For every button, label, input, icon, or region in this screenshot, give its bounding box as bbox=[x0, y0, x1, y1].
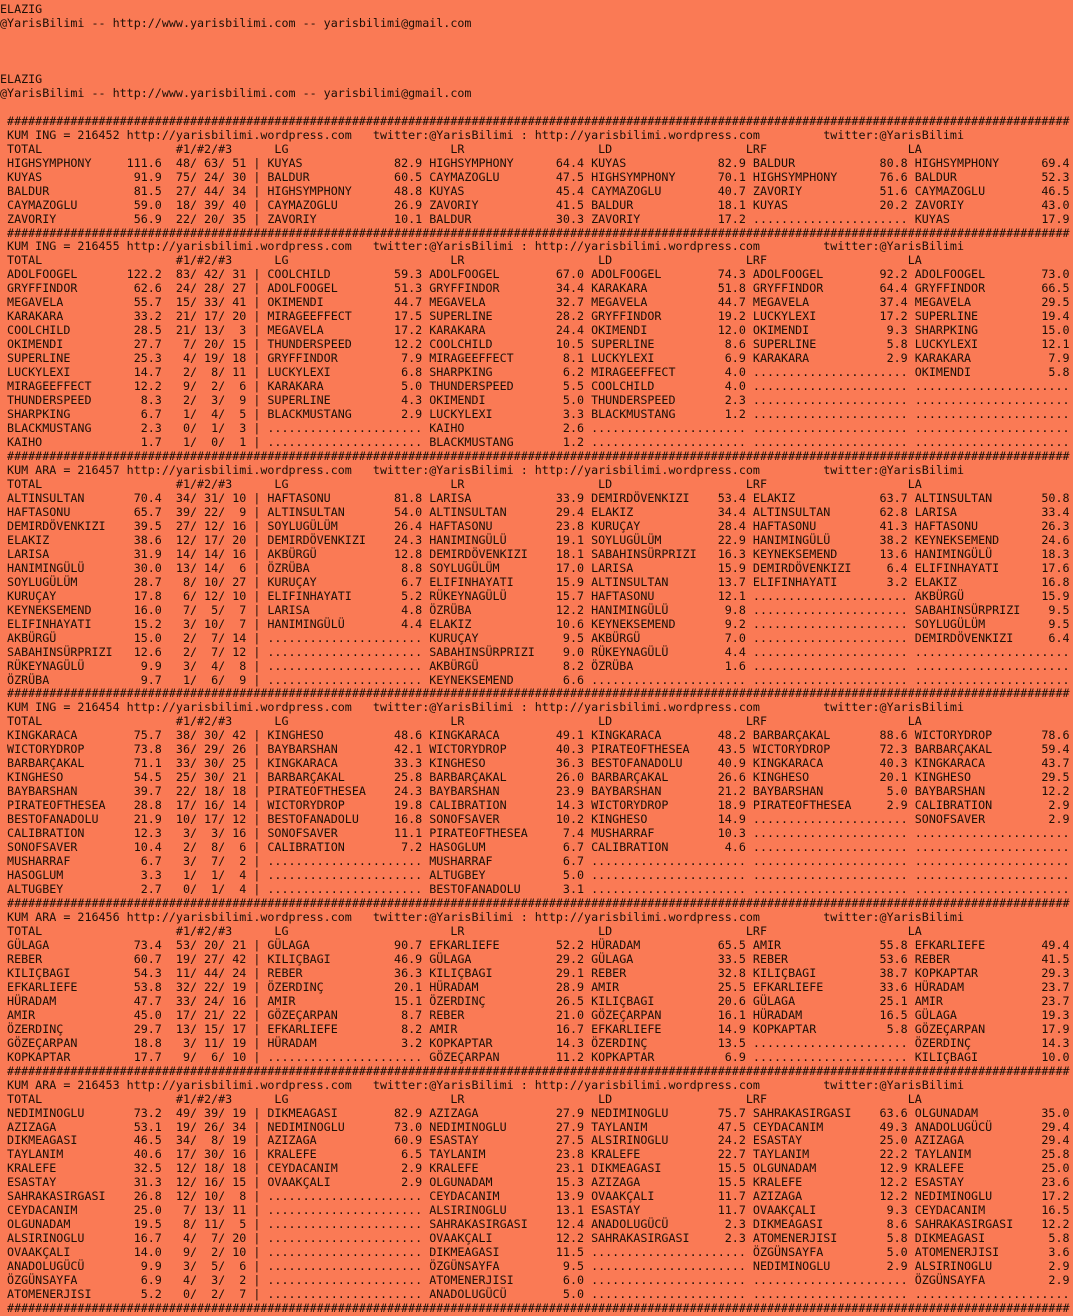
separator-line: ####################################################################################################################################################### bbox=[0, 896, 1070, 910]
stats-block-216454 bbox=[0, 687, 1073, 897]
table-row: ALSIRINOGLU 16.7 4/ 7/ 20 | ...................... OVAAKÇALI 12.2 SAHRAKASIRGASI 2.3 ATOMENERJISI 5.8 DIKMEAGASI 5.8 bbox=[0, 1231, 1070, 1246]
column-header-line: TOTAL #1/#2/#3 LG LR LD LRF LA bbox=[0, 141, 922, 156]
table-row: KOPKAPTAR 17.7 9/ 6/ 10 | ...................... GÖZEÇARPAN 11.2 KOPKAPTAR 6.9 ...................... KILIÇBAGI 10.0 bbox=[0, 1049, 1070, 1064]
table-row: ESASTAY 31.3 12/ 16/ 15 | OVAAKÇALI 2.9 OLGUNADAM 15.3 AZIZAGA 15.5 KRALEFE 12.2 ESASTAY 23.6 bbox=[0, 1175, 1070, 1190]
table-row: RÜKEYNAGÜLÜ 9.9 3/ 4/ 8 | ...................... AKBÜRGÜ 8.2 ÖZRÜBA 1.6 ...................... ...................... bbox=[0, 658, 1070, 673]
table-row: HÜRADAM 47.7 33/ 24/ 16 | AMIR 15.1 ÖZERDINÇ 26.5 KILIÇBAGI 20.6 GÜLAGA 25.1 AMIR 23.7 bbox=[0, 993, 1070, 1008]
blank-line bbox=[0, 45, 1073, 59]
table-row: GRYFFINDOR 62.6 24/ 28/ 27 | ADOLFOOGEL 51.3 GRYFFINDOR 34.4 KARAKARA 51.8 GRYFFINDOR 64.4 GRYFFINDOR 66.5 bbox=[0, 281, 1070, 296]
table-row: ALTUGBEY 2.7 0/ 1/ 4 | ...................... BESTOFANADOLU 3.1 ...................... ...................... ...................... bbox=[0, 882, 1070, 897]
block-header-line: KUM ING = 216455 http://yarisbilimi.wordpress.com twitter:@YarisBilimi : http://yarisbilimi.wordpress.com twitter:@YarisBilimi bbox=[0, 239, 964, 254]
table-row: CAYMAZOGLU 59.0 18/ 39/ 40 | CAYMAZOGLU 26.9 ZAVORIY 41.5 BALDUR 18.1 KUYAS 20.2 ZAVORIY 43.0 bbox=[0, 197, 1070, 212]
table-row: AZIZAGA 53.1 19/ 26/ 34 | NEDIMINOGLU 73.0 NEDIMINOGLU 27.9 TAYLANIM 47.5 CEYDACANIM 49.3 ANADOLUGÜCÜ 29.4 bbox=[0, 1119, 1070, 1134]
table-row: ANADOLUGÜCÜ 9.9 3/ 5/ 6 | ...................... ÖZGÜNSAYFA 9.5 ...................... NEDIMINOGLU 2.9 ALSIRINOGLU 2.9 bbox=[0, 1259, 1070, 1274]
contact-line: @YarisBilimi -- http://www.yarisbilimi.com -- yarisbilimi@gmail.com bbox=[0, 85, 472, 100]
table-row: SABAHINSÜRPRIZI 12.6 2/ 7/ 12 | ...................... SABAHINSÜRPRIZI 9.0 RÜKEYNAGÜLÜ 4.4 ...................... ...................... bbox=[0, 644, 1070, 659]
stats-blocks bbox=[0, 115, 1073, 1316]
table-row: CEYDACANIM 25.0 7/ 13/ 11 | ...................... ALSIRINOGLU 13.1 ESASTAY 11.7 OVAAKÇALI 9.3 CEYDACANIM 16.5 bbox=[0, 1203, 1070, 1218]
table-row: OVAAKÇALI 14.0 9/ 2/ 10 | ...................... DIKMEAGASI 11.5 ...................... ÖZGÜNSAYFA 5.0 ATOMENERJISI 3.6 bbox=[0, 1245, 1070, 1260]
table-row: SONOFSAVER 10.4 2/ 8/ 6 | CALIBRATION 7.2 HASOGLUM 6.7 CALIBRATION 4.6 ...................... ...................... bbox=[0, 840, 1070, 855]
table-row: GÖZEÇARPAN 18.8 3/ 11/ 19 | HÜRADAM 3.2 KOPKAPTAR 14.3 ÖZERDINÇ 13.5 ...................... ÖZERDINÇ 14.3 bbox=[0, 1035, 1070, 1050]
table-row: KILIÇBAGI 54.3 11/ 44/ 24 | REBER 36.3 KILIÇBAGI 29.1 REBER 32.8 KILIÇBAGI 38.7 KOPKAPTAR 29.3 bbox=[0, 965, 1070, 980]
table-row: KARAKARA 33.2 21/ 17/ 20 | MIRAGEEFFECT 17.5 SUPERLINE 28.2 GRYFFINDOR 19.2 LUCKYLEXI 17.2 SUPERLINE 19.4 bbox=[0, 309, 1070, 324]
table-row: MEGAVELA 55.7 15/ 33/ 41 | OKIMENDI 44.7 MEGAVELA 32.7 MEGAVELA 44.7 MEGAVELA 37.4 MEGAVELA 29.5 bbox=[0, 295, 1070, 310]
table-row: HIGHSYMPHONY 111.6 48/ 63/ 51 | KUYAS 82.9 HIGHSYMPHONY 64.4 KUYAS 82.9 BALDUR 80.8 HIGHSYMPHONY 69.4 bbox=[0, 155, 1070, 170]
blank-line bbox=[0, 59, 1073, 73]
table-row: ELIFINHAYATI 15.2 3/ 10/ 7 | HANIMINGÜLÜ 4.4 ELAKIZ 10.6 KEYNEKSEMEND 9.2 ...................... SOYLUGÜLÜM 9.5 bbox=[0, 616, 1070, 631]
table-row: THUNDERSPEED 8.3 2/ 3/ 9 | SUPERLINE 4.3 OKIMENDI 5.0 THUNDERSPEED 2.3 ...................... ...................... bbox=[0, 393, 1070, 408]
table-row: BALDUR 81.5 27/ 44/ 34 | HIGHSYMPHONY 48.8 KUYAS 45.4 CAYMAZOGLU 40.7 ZAVORIY 51.6 CAYMAZOGLU 46.5 bbox=[0, 183, 1070, 198]
table-row: BLACKMUSTANG 2.3 0/ 1/ 3 | ...................... KAIHO 2.6 ...................... ...................... ...................... bbox=[0, 421, 1070, 436]
stats-block-216452 bbox=[0, 115, 1073, 227]
block-header-line: KUM ARA = 216453 http://yarisbilimi.wordpress.com twitter:@YarisBilimi : http://yarisbilimi.wordpress.com twitter:@YarisBilimi bbox=[0, 1077, 964, 1092]
separator-line: ####################################################################################################################################################### bbox=[0, 449, 1070, 463]
table-row: MUSHARRAF 6.7 3/ 7/ 2 | ...................... MUSHARRAF 6.7 ...................... ...................... ...................... bbox=[0, 854, 1070, 869]
stats-block-216457 bbox=[0, 450, 1073, 687]
table-row: AMIR 45.0 17/ 21/ 22 | GÖZEÇARPAN 8.7 REBER 21.0 GÖZEÇARPAN 16.1 HÜRADAM 16.5 GÜLAGA 19.3 bbox=[0, 1007, 1070, 1022]
table-row: SHARPKING 6.7 1/ 4/ 5 | BLACKMUSTANG 2.9 LUCKYLEXI 3.3 BLACKMUSTANG 1.2 ...................... ...................... bbox=[0, 407, 1070, 422]
page-title: ELAZIG bbox=[0, 2, 43, 16]
blank-line bbox=[0, 101, 1073, 115]
table-row: NEDIMINOGLU 73.2 49/ 39/ 19 | DIKMEAGASI 82.9 AZIZAGA 27.9 NEDIMINOGLU 75.7 SAHRAKASIRGASI 63.6 OLGUNADAM 35.0 bbox=[0, 1105, 1070, 1120]
table-row: PIRATEOFTHESEA 28.8 17/ 16/ 14 | WICTORYDROP 19.8 CALIBRATION 14.3 WICTORYDROP 18.9 PIRATEOFTHESEA 2.9 CALIBRATION 2.9 bbox=[0, 798, 1070, 813]
table-row: AKBÜRGÜ 15.0 2/ 7/ 14 | ...................... KURUÇAY 9.5 AKBÜRGÜ 7.0 ...................... DEMIRDÖVENKIZI 6.4 bbox=[0, 630, 1070, 645]
table-row: MIRAGEEFFECT 12.2 9/ 2/ 6 | KARAKARA 5.0 THUNDERSPEED 5.5 COOLCHILD 4.0 ...................... ...................... bbox=[0, 379, 1070, 394]
table-row: KURUÇAY 17.8 6/ 12/ 10 | ELIFINHAYATI 5.2 RÜKEYNAGÜLÜ 15.7 HAFTASONU 12.1 ...................... AKBÜRGÜ 15.9 bbox=[0, 588, 1070, 603]
stats-block-216456 bbox=[0, 897, 1073, 1065]
table-row: WICTORYDROP 73.8 36/ 29/ 26 | BAYBARSHAN 42.1 WICTORYDROP 40.3 PIRATEOFTHESEA 43.5 WICTORYDROP 72.3 BARBARÇAKAL 59.4 bbox=[0, 742, 1070, 757]
table-row: ÖZERDINÇ 29.7 13/ 15/ 17 | EFKARLIEFE 8.2 AMIR 16.7 EFKARLIEFE 14.9 KOPKAPTAR 5.8 GÖZEÇARPAN 17.9 bbox=[0, 1021, 1070, 1036]
blank-line bbox=[0, 31, 1073, 45]
separator-line: ####################################################################################################################################################### bbox=[0, 1063, 1070, 1078]
table-row: KRALEFE 32.5 12/ 18/ 18 | CEYDACANIM 2.9 KRALEFE 23.1 DIKMEAGASI 15.5 OLGUNADAM 12.9 KRALEFE 25.0 bbox=[0, 1161, 1070, 1176]
table-row: KAIHO 1.7 1/ 0/ 1 | ...................... BLACKMUSTANG 1.2 ...................... ...................... ...................... bbox=[0, 435, 1070, 450]
table-row: KEYNEKSEMEND 16.0 7/ 5/ 7 | LARISA 4.8 ÖZRÜBA 12.2 HANIMINGÜLÜ 9.8 ...................... SABAHINSÜRPRIZI 9.5 bbox=[0, 602, 1070, 617]
table-row: HANIMINGÜLÜ 30.0 13/ 14/ 6 | ÖZRÜBA 8.8 SOYLUGÜLÜM 17.0 LARISA 15.9 DEMIRDÖVENKIZI 6.4 ELIFINHAYATI 17.6 bbox=[0, 560, 1070, 575]
table-row: BARBARÇAKAL 71.1 33/ 30/ 25 | KINGKARACA 33.3 KINGHESO 36.3 BESTOFANADOLU 40.9 KINGKARACA 40.3 KINGKARACA 43.7 bbox=[0, 756, 1070, 771]
separator-line: ####################################################################################################################################################### bbox=[0, 1301, 1070, 1316]
table-row: ADOLFOOGEL 122.2 83/ 42/ 31 | COOLCHILD 59.3 ADOLFOOGEL 67.0 ADOLFOOGEL 74.3 ADOLFOOGEL 92.2 ADOLFOOGEL 73.0 bbox=[0, 267, 1070, 282]
stats-block-216453 bbox=[0, 1065, 1073, 1302]
column-header-line: TOTAL #1/#2/#3 LG LR LD LRF LA bbox=[0, 253, 922, 268]
table-row: ATOMENERJISI 5.2 0/ 2/ 7 | ...................... ANADOLUGÜCÜ 5.0 ...................... ...................... ...................... bbox=[0, 1287, 1070, 1302]
table-row: OKIMENDI 27.7 7/ 20/ 15 | THUNDERSPEED 12.2 COOLCHILD 10.5 SUPERLINE 8.6 SUPERLINE 5.8 LUCKYLEXI 12.1 bbox=[0, 337, 1070, 352]
table-row: CALIBRATION 12.3 3/ 3/ 16 | SONOFSAVER 11.1 PIRATEOFTHESEA 7.4 MUSHARRAF 10.3 ...................... ...................... bbox=[0, 826, 1070, 841]
table-row: LUCKYLEXI 14.7 2/ 8/ 11 | LUCKYLEXI 6.8 SHARPKING 6.2 MIRAGEEFFECT 4.0 ...................... OKIMENDI 5.8 bbox=[0, 365, 1070, 380]
table-row: DEMIRDÖVENKIZI 39.5 27/ 12/ 16 | SOYLUGÜLÜM 26.4 HAFTASONU 23.8 KURUÇAY 28.4 HAFTASONU 41.3 HAFTASONU 26.3 bbox=[0, 518, 1070, 533]
block-header-line: KUM ARA = 216457 http://yarisbilimi.wordpress.com twitter:@YarisBilimi : http://yarisbilimi.wordpress.com twitter:@YarisBilimi bbox=[0, 462, 964, 477]
table-row: GÜLAGA 73.4 53/ 20/ 21 | GÜLAGA 90.7 EFKARLIEFE 52.2 HÜRADAM 65.5 AMIR 55.8 EFKARLIEFE 49.4 bbox=[0, 937, 1070, 952]
column-header-line: TOTAL #1/#2/#3 LG LR LD LRF LA bbox=[0, 714, 922, 729]
table-row: HAFTASONU 65.7 39/ 22/ 9 | ALTINSULTAN 54.0 ALTINSULTAN 29.4 ELAKIZ 34.4 ALTINSULTAN 62.8 LARISA 33.4 bbox=[0, 504, 1070, 519]
table-row: ÖZRÜBA 9.7 1/ 6/ 9 | ...................... KEYNEKSEMEND 6.6 ...................... ...................... ...................... bbox=[0, 672, 1070, 687]
stats-block-216455 bbox=[0, 227, 1073, 451]
table-row: BAYBARSHAN 39.7 22/ 18/ 18 | PIRATEOFTHESEA 24.3 BAYBARSHAN 23.9 BAYBARSHAN 21.2 BAYBARSHAN 5.0 BAYBARSHAN 12.2 bbox=[0, 784, 1070, 799]
separator-line: ####################################################################################################################################################### bbox=[0, 686, 1070, 701]
table-row: KINGHESO 54.5 25/ 30/ 21 | BARBARÇAKAL 25.8 BARBARÇAKAL 26.0 BARBARÇAKAL 26.6 KINGHESO 20.1 KINGHESO 29.5 bbox=[0, 770, 1070, 785]
table-row: OLGUNADAM 19.5 8/ 11/ 5 | ...................... SAHRAKASIRGASI 12.4 ANADOLUGÜCÜ 2.3 DIKMEAGASI 8.6 SAHRAKASIRGASI 12.2 bbox=[0, 1217, 1070, 1232]
table-row: LARISA 31.9 14/ 14/ 16 | AKBÜRGÜ 12.8 DEMIRDÖVENKIZI 18.1 SABAHINSÜRPRIZI 16.3 KEYNEKSEMEND 13.6 HANIMINGÜLÜ 18.3 bbox=[0, 546, 1070, 561]
table-row: SUPERLINE 25.3 4/ 19/ 18 | GRYFFINDOR 7.9 MIRAGEEFFECT 8.1 LUCKYLEXI 6.9 KARAKARA 2.9 KARAKARA 7.9 bbox=[0, 351, 1070, 366]
table-row: SAHRAKASIRGASI 26.8 12/ 10/ 8 | ...................... CEYDACANIM 13.9 OVAAKÇALI 11.7 AZIZAGA 12.2 NEDIMINOGLU 17.2 bbox=[0, 1189, 1070, 1204]
table-row: TAYLANIM 40.6 17/ 30/ 16 | KRALEFE 6.5 TAYLANIM 23.8 KRALEFE 22.7 TAYLANIM 22.2 TAYLANIM 25.8 bbox=[0, 1147, 1070, 1162]
table-row: ALTINSULTAN 70.4 34/ 31/ 10 | HAFTASONU 81.8 LARISA 33.9 DEMIRDÖVENKIZI 53.4 ELAKIZ 63.7 ALTINSULTAN 50.8 bbox=[0, 490, 1070, 505]
table-row: BESTOFANADOLU 21.9 10/ 17/ 12 | BESTOFANADOLU 16.8 SONOFSAVER 10.2 KINGHESO 14.9 ...................... SONOFSAVER 2.9 bbox=[0, 812, 1070, 827]
table-row: KINGKARACA 75.7 38/ 30/ 42 | KINGHESO 48.6 KINGKARACA 49.1 KINGKARACA 48.2 BARBARÇAKAL 88.6 WICTORYDROP 78.6 bbox=[0, 728, 1070, 743]
table-row: COOLCHILD 28.5 21/ 13/ 3 | MEGAVELA 17.2 KARAKARA 24.4 OKIMENDI 12.0 OKIMENDI 9.3 SHARPKING 15.0 bbox=[0, 323, 1070, 338]
block-header-line: KUM ARA = 216456 http://yarisbilimi.wordpress.com twitter:@YarisBilimi : http://yarisbilimi.wordpress.com twitter:@YarisBilimi bbox=[0, 909, 964, 924]
separator-line: ####################################################################################################################################################### bbox=[0, 225, 1070, 240]
table-row: ZAVORIY 56.9 22/ 20/ 35 | ZAVORIY 10.1 BALDUR 30.3 ZAVORIY 17.2 ...................... KUYAS 17.9 bbox=[0, 211, 1070, 226]
table-row: KUYAS 91.9 75/ 24/ 30 | BALDUR 60.5 CAYMAZOGLU 47.5 HIGHSYMPHONY 70.1 HIGHSYMPHONY 76.6 BALDUR 52.3 bbox=[0, 169, 1070, 184]
table-row: SOYLUGÜLÜM 28.7 8/ 10/ 27 | KURUÇAY 6.7 ELIFINHAYATI 15.9 ALTINSULTAN 13.7 ELIFINHAYATI 3.2 ELAKIZ 16.8 bbox=[0, 574, 1070, 589]
table-row: ÖZGÜNSAYFA 6.9 4/ 3/ 2 | ...................... ATOMENERJISI 6.0 ...................... ...................... ÖZGÜNSAYFA 2.9 bbox=[0, 1273, 1070, 1288]
page-title: ELAZIG bbox=[0, 71, 43, 86]
table-row: HASOGLUM 3.3 1/ 1/ 4 | ...................... ALTUGBEY 5.0 ...................... ...................... ...................... bbox=[0, 868, 1070, 883]
column-header-line: TOTAL #1/#2/#3 LG LR LD LRF LA bbox=[0, 923, 922, 938]
table-row: EFKARLIEFE 53.8 32/ 22/ 19 | ÖZERDINÇ 20.1 HÜRADAM 28.9 AMIR 25.5 EFKARLIEFE 33.6 HÜRADAM 23.7 bbox=[0, 979, 1070, 994]
column-header-line: TOTAL #1/#2/#3 LG LR LD LRF LA bbox=[0, 1091, 922, 1106]
block-header-line: KUM ING = 216454 http://yarisbilimi.wordpress.com twitter:@YarisBilimi : http://yarisbilimi.wordpress.com twitter:@YarisBilimi bbox=[0, 700, 964, 715]
separator-line: ####################################################################################################################################################### bbox=[0, 113, 1070, 128]
table-row: REBER 60.7 19/ 27/ 42 | KILIÇBAGI 46.9 GÜLAGA 29.2 GÜLAGA 33.5 REBER 53.6 REBER 41.5 bbox=[0, 951, 1070, 966]
column-header-line: TOTAL #1/#2/#3 LG LR LD LRF LA bbox=[0, 476, 922, 491]
block-header-line: KUM ING = 216452 http://yarisbilimi.wordpress.com twitter:@YarisBilimi : http://yarisbilimi.wordpress.com twitter:@YarisBilimi bbox=[0, 127, 964, 142]
table-row: DIKMEAGASI 46.5 34/ 8/ 19 | AZIZAGA 60.9 ESASTAY 27.5 ALSIRINOGLU 24.2 ESASTAY 25.0 AZIZAGA 29.4 bbox=[0, 1133, 1070, 1148]
contact-line: @YarisBilimi -- http://www.yarisbilimi.com -- yarisbilimi@gmail.com bbox=[0, 15, 472, 30]
table-row: ELAKIZ 38.6 12/ 17/ 20 | DEMIRDÖVENKIZI 24.3 HANIMINGÜLÜ 19.1 SOYLUGÜLÜM 22.9 HANIMINGÜLÜ 38.2 KEYNEKSEMEND 24.6 bbox=[0, 532, 1070, 547]
